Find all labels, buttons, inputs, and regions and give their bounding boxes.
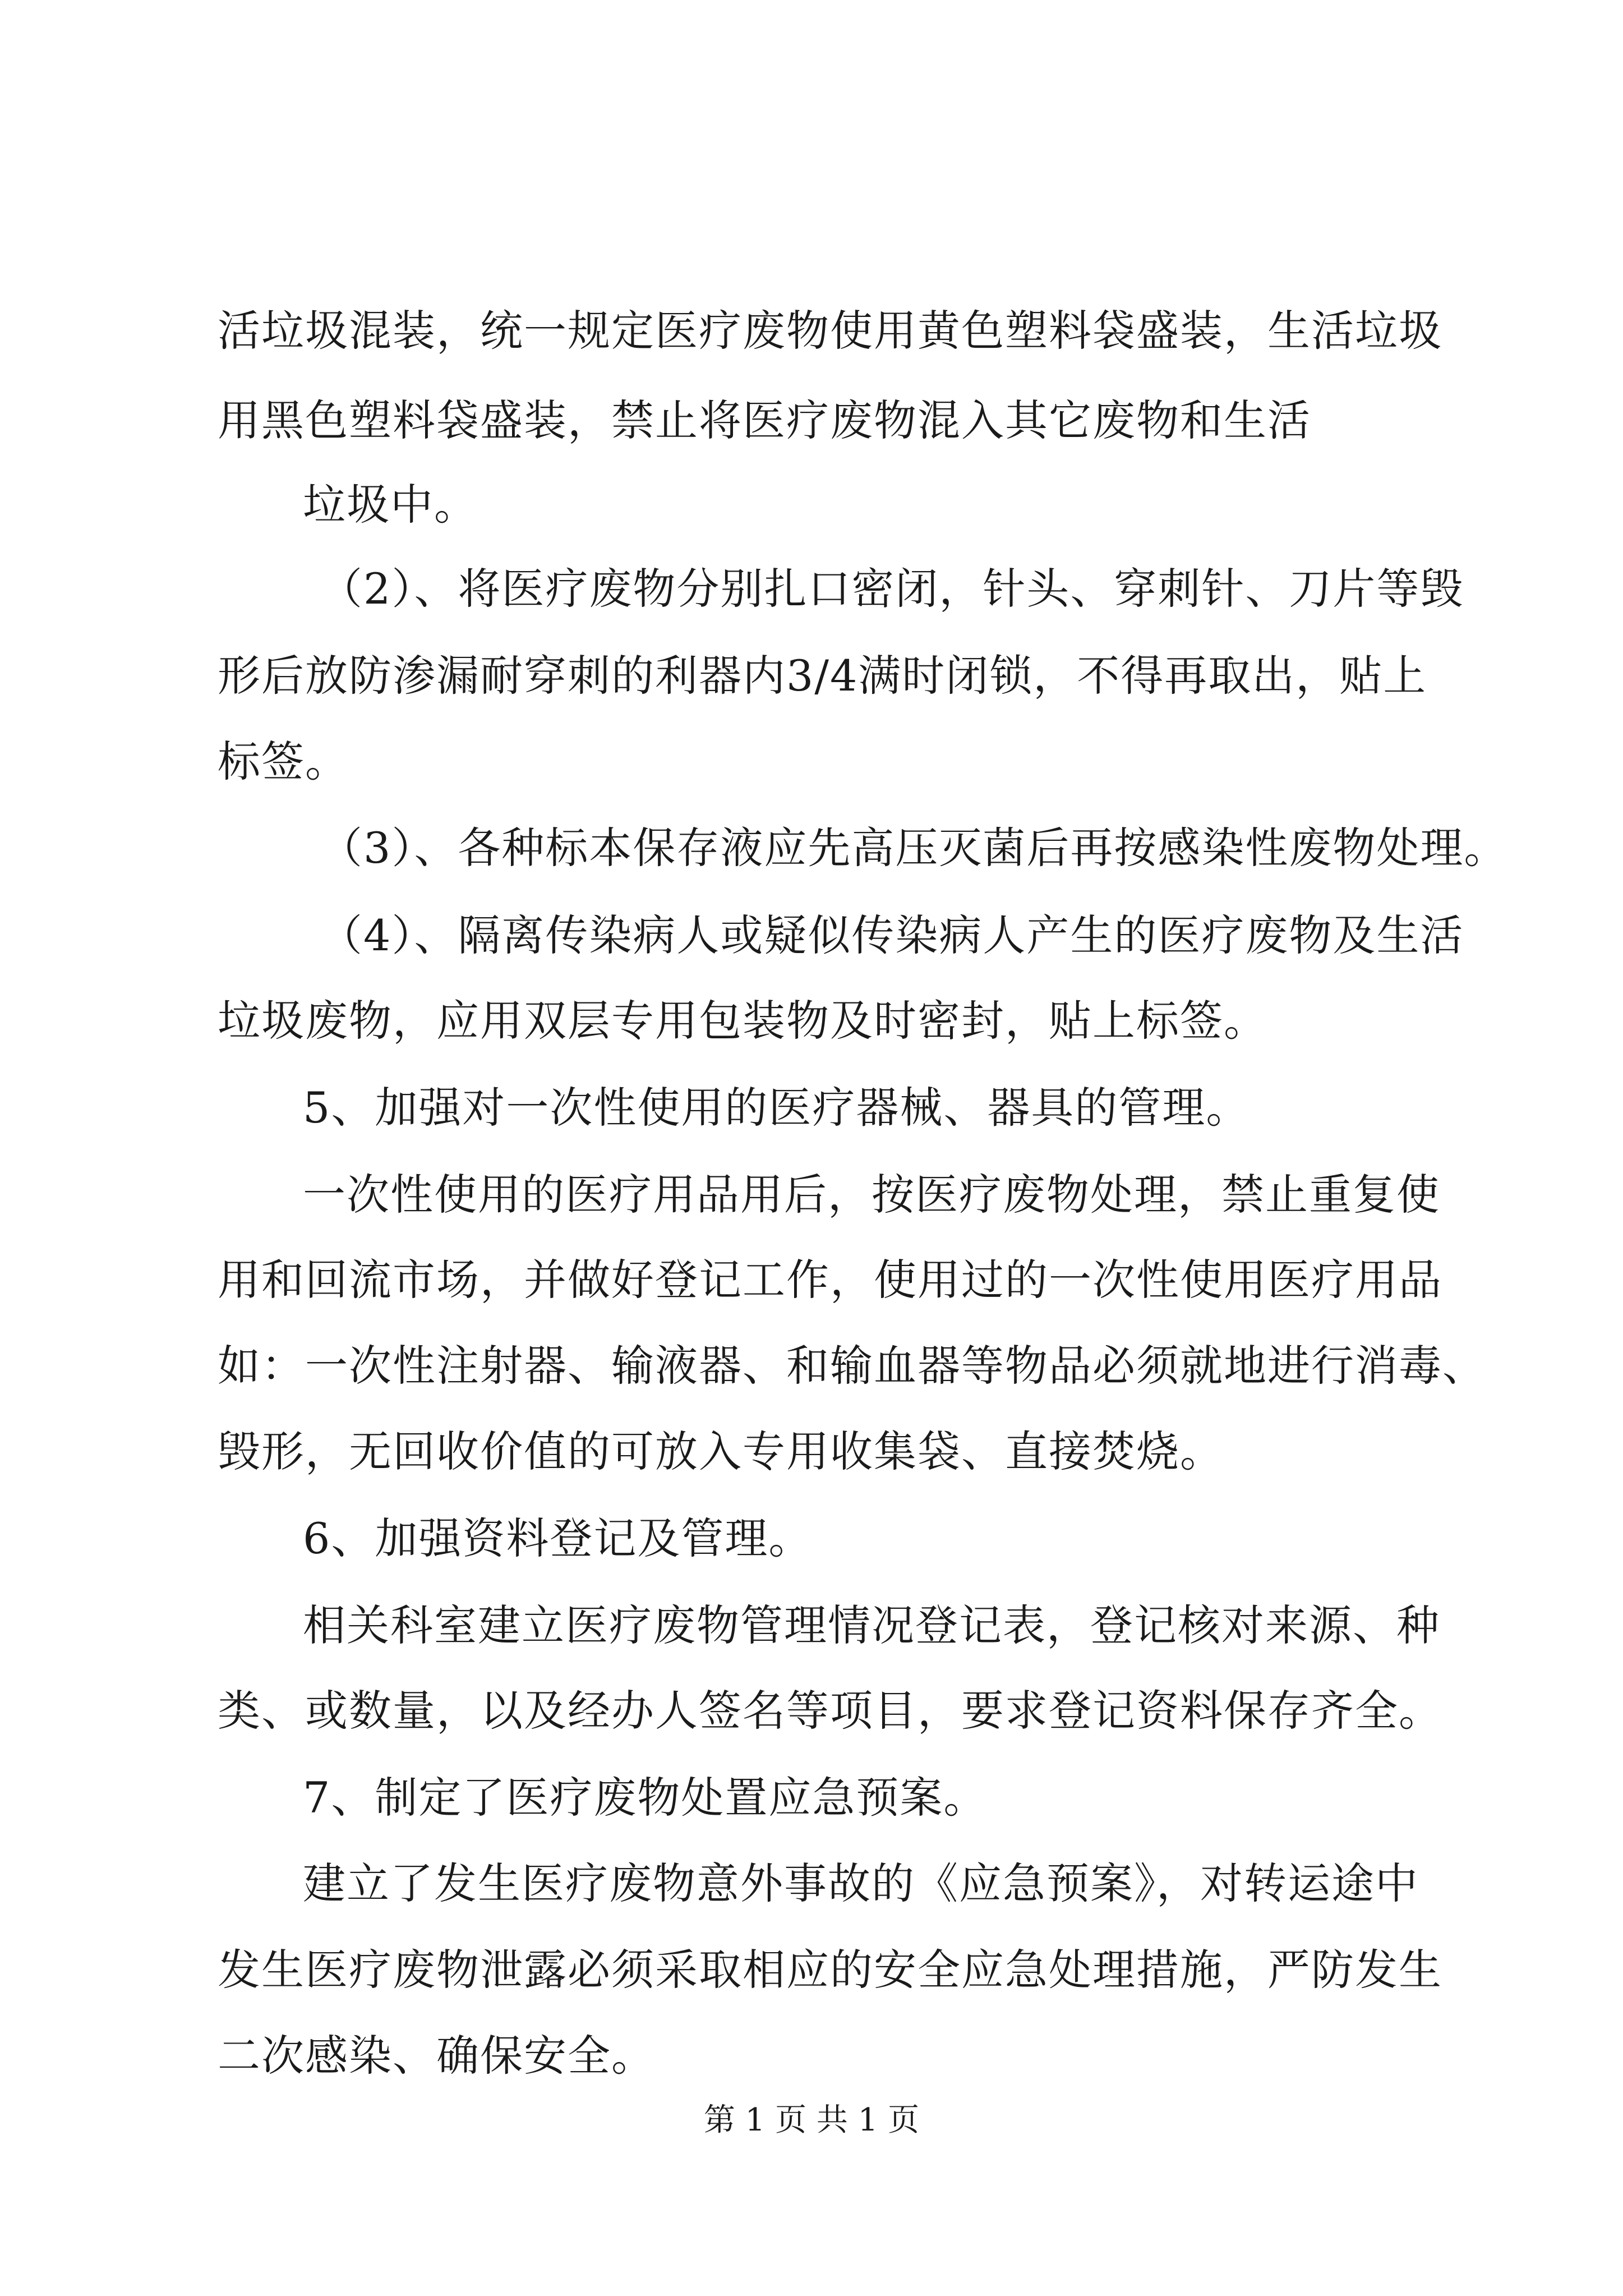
text-line: 类、或数量，以及经办人签名等项目，要求登记资料保存齐全。 bbox=[218, 1686, 1442, 1736]
text-line: 活垃圾混装，统一规定医疗废物使用黄色塑料袋盛装，生活垃圾 bbox=[218, 306, 1442, 356]
text-line: 垃圾废物，应用双层专用包装物及时密封，贴上标签。 bbox=[218, 996, 1267, 1046]
text-line: （2）、将医疗废物分别扎口密闭，针头、穿刺针、刀片等毁 bbox=[320, 564, 1464, 614]
text-line: 7、制定了医疗废物处置应急预案。 bbox=[303, 1773, 988, 1823]
text-line: 用黑色塑料袋盛装，禁止将医疗废物混入其它废物和生活 bbox=[218, 395, 1311, 445]
text-line: 相关科室建立医疗废物管理情况登记表，登记核对来源、种 bbox=[303, 1600, 1440, 1650]
text-line: （3）、各种标本保存液应先高压灭菌后再按感染性废物处理。 bbox=[320, 823, 1508, 873]
text-line: （4）、隔离传染病人或疑似传染病人产生的医疗废物及生活 bbox=[320, 910, 1464, 960]
text-line: 5、加强对一次性使用的医疗器械、器具的管理。 bbox=[303, 1083, 1250, 1133]
text-line: 标签。 bbox=[218, 737, 349, 786]
text-line: 二次感染、确保安全。 bbox=[218, 2031, 655, 2081]
text-line: 发生医疗废物泄露必须采取相应的安全应急处理措施，严防发生 bbox=[218, 1945, 1442, 1995]
text-line: 形后放防渗漏耐穿刺的利器内3/4满时闭锁，不得再取出，贴上 bbox=[218, 651, 1427, 701]
text-line: 用和回流市场，并做好登记工作，使用过的一次性使用医疗用品 bbox=[218, 1255, 1442, 1305]
text-line: 6、加强资料登记及管理。 bbox=[303, 1513, 813, 1563]
text-line: 一次性使用的医疗用品用后，按医疗废物处理，禁止重复使 bbox=[303, 1170, 1440, 1220]
text-line: 建立了发生医疗废物意外事故的《应急预案》，对转运途中 bbox=[303, 1858, 1419, 1908]
text-line: 毁形，无回收价值的可放入专用收集袋、直接焚烧。 bbox=[218, 1427, 1224, 1476]
text-line: 如：一次性注射器、输液器、和输血器等物品必须就地进行消毒、 bbox=[218, 1341, 1486, 1391]
text-line: 垃圾中。 bbox=[303, 480, 478, 530]
page-number-footer: 第 1 页 共 1 页 bbox=[703, 2102, 920, 2138]
